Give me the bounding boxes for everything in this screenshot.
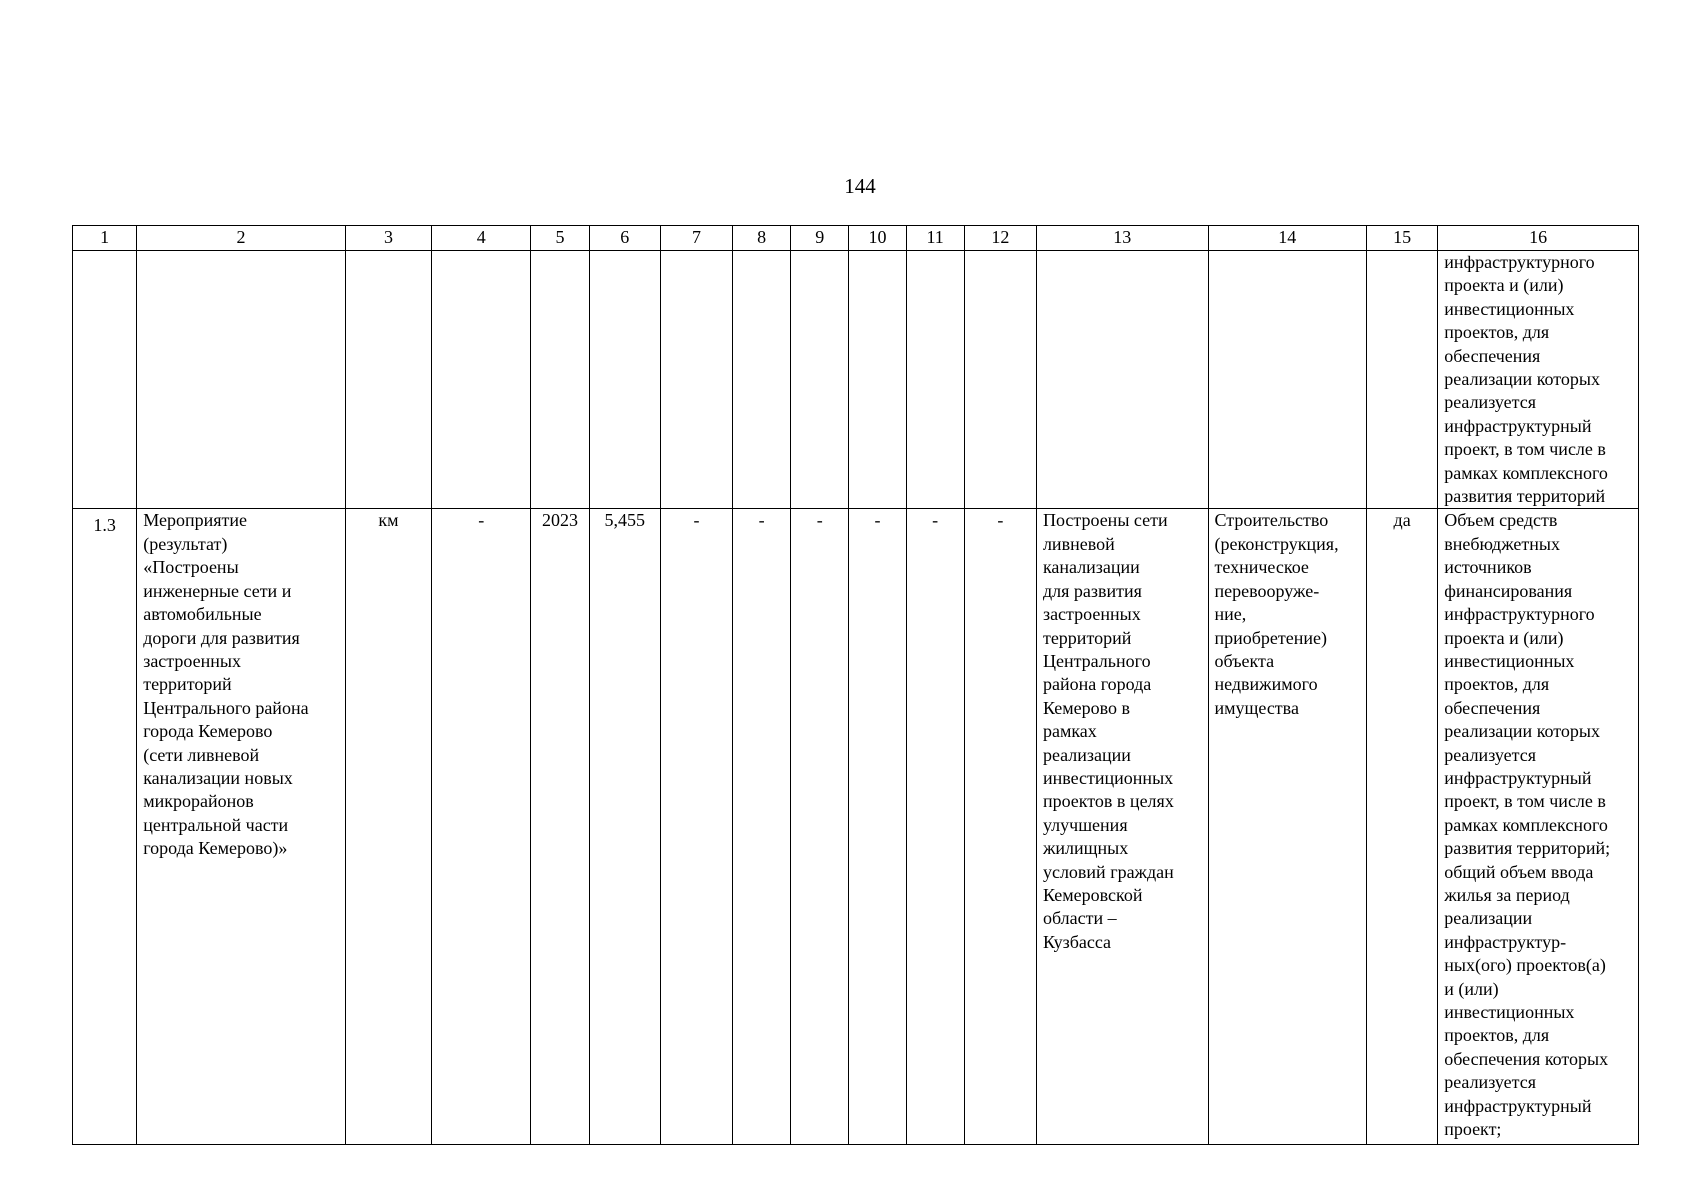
cell-text: Мероприятие (результат) «Построены инженерные сети и автомобильные дороги для развития застроенных территорий Центрального района города Кемерово (сети ливневой канализации новых микрорайонов центральной части города Кемерово)»: [143, 510, 309, 859]
table-cell: [432, 251, 531, 509]
header-cell: 8: [733, 226, 791, 251]
table-cell: [1208, 251, 1367, 509]
indicator-description: [1438, 509, 1639, 1145]
table-cell: [660, 251, 732, 509]
cell-text: Объем средств внебюджетных источников финансирования инфраструктурного проекта и (или) инвестиционных проектов, для обеспечения реализации которых реализуется инфраструктурный проект, в том числе в рамках комплексного развития территорий; общий объем ввода жилья за период реализации инфраструктур- ных(ого) проектов(а) и (или) инвестиционных проектов, для обеспечения которых реализуется инфраструктурный проект;: [1444, 510, 1611, 1140]
table-cell: [849, 251, 906, 509]
result-type: [1208, 509, 1367, 1145]
flag-cell: да: [1367, 509, 1438, 1145]
cell-text: инфраструктурного проекта и (или) инвестиционных проектов, для обеспечения реализации которых реализуется инфраструктурный проект, в том числе в рамках комплексного развития территорий: [1444, 252, 1608, 507]
header-cell: 4: [432, 226, 531, 251]
header-cell: 10: [849, 226, 906, 251]
table-cell: -: [849, 509, 906, 1145]
table-cell: -: [660, 509, 732, 1145]
year-cell: 2023: [531, 509, 589, 1145]
header-cell: 12: [964, 226, 1036, 251]
table-cell: [733, 251, 791, 509]
table-cell: -: [964, 509, 1036, 1145]
continued-indicator-description: [1438, 251, 1639, 509]
result-description: [1036, 509, 1208, 1145]
table-cell: [1367, 251, 1438, 509]
header-row: [73, 226, 1639, 251]
continued-row: [73, 251, 1639, 509]
header-cell: 2: [137, 226, 346, 251]
table-cell: [906, 251, 964, 509]
header-cell: 9: [791, 226, 849, 251]
measure-name: [137, 509, 346, 1145]
table-cell: -: [906, 509, 964, 1145]
header-cell: 11: [906, 226, 964, 251]
header-cell: 1: [73, 226, 137, 251]
header-cell: 7: [660, 226, 732, 251]
unit-cell: км: [345, 509, 431, 1145]
table-row-1-3: [73, 509, 1639, 1145]
table-cell: -: [733, 509, 791, 1145]
table-cell: [531, 251, 589, 509]
cell-text: Построены сети ливневой канализации для развития застроенных территорий Центрального района города Кемерово в рамках реализации инвестиционных проектов в целях улучшения жилищных условий граждан Кемеровской области – Кузбасса: [1042, 510, 1174, 952]
header-cell: 16: [1438, 226, 1639, 251]
header-cell: 14: [1208, 226, 1367, 251]
table-cell: [345, 251, 431, 509]
table-cell: -: [432, 509, 531, 1145]
value-cell: 5,455: [589, 509, 660, 1145]
table-cell: [1036, 251, 1208, 509]
table-cell: -: [791, 509, 849, 1145]
table-cell: [791, 251, 849, 509]
table-cell: [137, 251, 346, 509]
cell-text: Строительство (реконструкция, техническое перевооруже- ние, приобретение) объекта недвижимого имущества: [1214, 510, 1339, 718]
row-number: 1.3: [73, 509, 137, 1145]
header-cell: 15: [1367, 226, 1438, 251]
table-cell: [589, 251, 660, 509]
page-number: 144: [844, 174, 876, 198]
header-cell: 13: [1036, 226, 1208, 251]
header-cell: 6: [589, 226, 660, 251]
table-cell: [73, 251, 137, 509]
indicators-table: [72, 225, 1639, 1145]
header-cell: 5: [531, 226, 589, 251]
header-cell: 3: [345, 226, 431, 251]
table-cell: [964, 251, 1036, 509]
